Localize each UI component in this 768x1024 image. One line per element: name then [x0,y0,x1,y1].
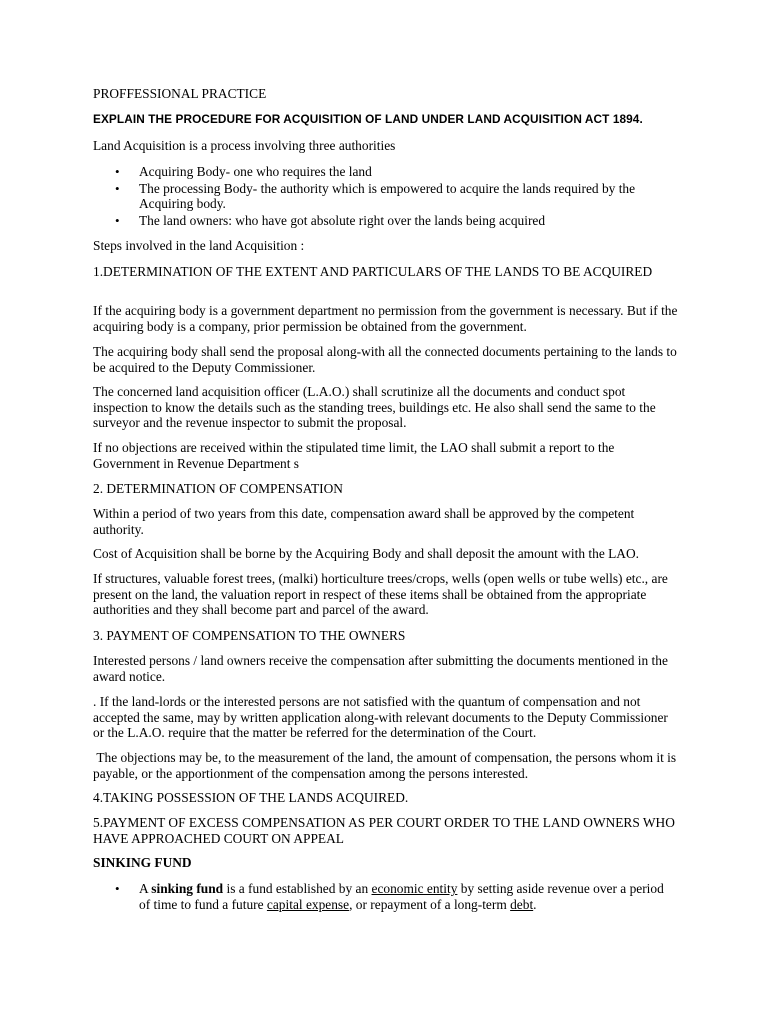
bullet-icon: • [115,180,120,196]
step3-title: 3. PAYMENT OF COMPENSATION TO THE OWNERS [93,628,406,643]
step1-title: 1.DETERMINATION OF THE EXTENT AND PARTICULARS OF THE LANDS TO BE ACQUIRED [93,264,653,279]
step1-paragraph: The acquiring body shall send the proposal along-with all the connected documents pertaining to the lands to be acquired to the Deputy Commissioner. [93,344,677,375]
list-item [93,164,678,180]
list-item-text: Acquiring Body- one who requires the land [139,164,372,179]
steps-intro: Steps involved in the land Acquisition : [93,238,305,253]
step2-paragraph: If structures, valuable forest trees, (malki) horticulture trees/crops, wells (open wells or tube wells) etc., are present on the land, the valuation report in respect of these items shall be obtained from the appropriate authorities and they shall become part and parcel of the award. [93,571,668,618]
sinking-fund-term: sinking fund [151,881,224,896]
step1-paragraph: If no objections are received within the stipulated time limit, the LAO shall submit a report to the Government in Revenue Department s [93,440,615,471]
intro-text: Land Acquisition is a process involving three authorities [93,138,396,153]
step3-paragraph: . If the land-lords or the interested persons are not satisfied with the quantum of compensation and not accepted the same, may by written application along-with relevant documents to the Deputy Commissioner or the L.A.O. require that the matter be referred for the determination of the Court. [93,694,668,741]
step2-paragraph: Within a period of two years from this date, compensation award shall be approved by the competent authority. [93,506,635,537]
capital-expense-link[interactable]: capital expense [266,896,350,912]
step2-title: 2. DETERMINATION OF COMPENSATION [93,481,343,496]
step4-title: 4.TAKING POSSESSION OF THE LANDS ACQUIRED. [93,790,409,805]
sinking-fund-list [93,881,678,913]
list-item [93,881,678,912]
bullet-icon: • [115,212,120,228]
sinking-fund-text: A sinking fund is a fund established by an economic entity by setting aside revenue over a period of time to fund a future capital expense, or repayment of a long-term debt. [139,881,664,912]
bullet-icon: • [115,881,120,896]
step3-paragraph: Interested persons / land owners receive the compensation after submitting the documents mentioned in the award notice. [93,653,668,684]
step1-paragraph: The concerned land acquisition officer (L.A.O.) shall scrutinize all the documents and conduct spot inspection to know the details such as the standing trees, buildings etc. He also shall send the same to the surveyor and the revenue inspector to submit the proposal. [93,384,656,431]
list-item-text: The land owners: who have got absolute right over the lands being acquired [139,212,546,228]
authorities-list [93,164,678,229]
list-item [93,181,678,212]
debt-link[interactable]: debt [510,896,534,912]
doc-heading: PROFFESSIONAL PRACTICE [93,86,267,101]
list-item-text: The processing Body- the authority which is empowered to acquire the lands required by the Acquiring body. [139,180,636,212]
bullet-icon: • [115,164,120,179]
step3-paragraph: The objections may be, to the measurement of the land, the amount of compensation, the persons whom it is payable, or the apportionment of the compensation among the persons interested. [93,750,680,781]
question-title: EXPLAIN THE PROCEDURE FOR ACQUISITION OF LAND UNDER LAND ACQUISITION ACT 1894. [93,112,643,126]
step2-paragraph: Cost of Acquisition shall be borne by the Acquiring Body and shall deposit the amount with the LAO. [93,546,639,561]
list-item [93,213,678,229]
sinking-fund-title: SINKING FUND [93,855,192,870]
step1-paragraph: If the acquiring body is a government department no permission from the government is necessary. But if the acquiring body is a company, prior permission be obtained from the government. [93,303,678,334]
step5-title: 5.PAYMENT OF EXCESS COMPENSATION AS PER COURT ORDER TO THE LAND OWNERS WHO HAVE APPROACHED COURT ON APPEAL [93,815,675,846]
economic-entity-link[interactable]: economic entity [371,881,458,896]
